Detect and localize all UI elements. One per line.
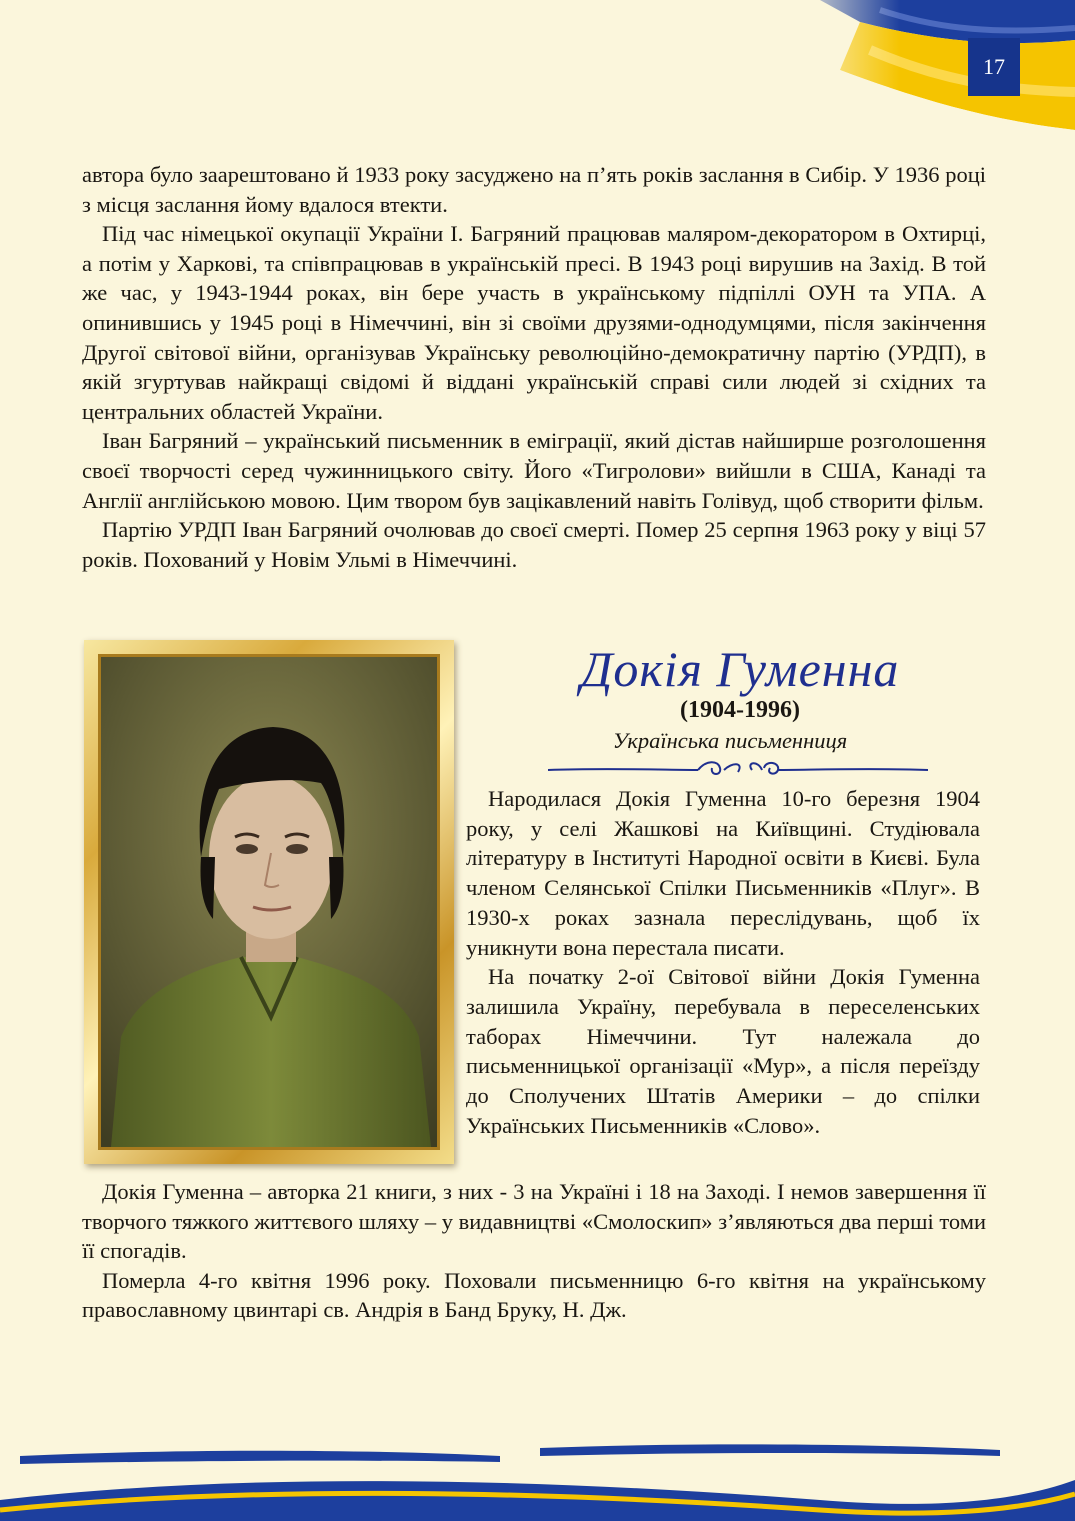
footer-wave-decoration — [0, 1420, 1075, 1521]
paragraph: автора було заарештовано й 1933 року засуджено на п’ять років заслання в Сибір. У 1936 році з місця заслання йому вдалося втекти. — [82, 162, 986, 217]
article-text-bottom — [82, 1177, 986, 1325]
paragraph: Докія Гуменна – авторка 21 книги, з них - 3 на Україні і 18 на Заході. І немов завершення її творчого тяжкого життєвого шляху – у видавництві «Смолоскип» з’являються два перші томи її спогадів. — [82, 1179, 986, 1264]
author-role: Українська письменниця — [612, 728, 848, 753]
article-text-top — [82, 160, 986, 574]
paragraph: Під час німецької окупації України І. Багряний працював малярoм-декоратором в Охтирці, а потім у Харкові, та співпрацював в українській пресі. В 1943 році вирушив на Захід. В той же час, у 1943-1944 роках, він бере участь в українському підпіллі ОУН та УПА. А опинившись у 1945 році в Німеччині, він зі своїми друзями-однодумцями, після закінчення Другої світової війни, організував Українську революційно-демократичну партію (УРДП), в якій згуртував найкращі свідомі й віддані українській справі сили людей зі східних та центральних областей України. — [82, 221, 986, 424]
paragraph: На початку 2-ої Світової війни Докія Гуменна залишила Україну, перебувала в переселенських таборах Німеччини. Тут належала до письменницької організації «Мур», а після переїзду до Сполучених Штатів Америки – до спілки Українських Письменників «Слово». — [466, 964, 980, 1138]
paragraph: Померла 4-го квітня 1996 року. Поховали письменницю 6-го квітня на українському православному цвинтарі св. Андрія в Банд Бруку, Н. Дж. — [82, 1267, 986, 1323]
author-years: (1904-1996) — [680, 697, 800, 723]
page-number: 17 — [968, 38, 1020, 96]
portrait-frame — [84, 640, 454, 1164]
portrait-painting — [98, 654, 440, 1150]
author-name-title: Докія Гуменна — [580, 641, 900, 697]
paragraph: Іван Багряний – український письменник в еміграції, який дістав найширше розголошення своєї творчості серед чужинницького світу. Його «Тигролови» вийшли в США, Канаді та Англії англійською мовою. Цим твором був зацікавлений навіть Голівуд, щоб створити фільм. — [82, 428, 986, 513]
paragraph: Партію УРДП Іван Багряний очолював до своєї смерті. Помер 25 серпня 1963 року у віці 57 років. Похований у Новім Ульмі в Німеччині. — [82, 517, 986, 572]
paragraph: Народилася Докія Гуменна 10-го березня 1904 року, у селі Жашкові на Київщині. Студіювала літературу в Інституті Народної освіти в Києві. Була членом Селянської Спілки Письменників «Плуг». В 1930-х роках зазнала переслідувань, щоб їх уникнути вона перестала писати. — [466, 786, 980, 960]
ornament-divider-icon — [548, 756, 928, 780]
biography-text — [466, 784, 980, 1140]
ukrainian-flag-decoration — [0, 0, 1075, 140]
